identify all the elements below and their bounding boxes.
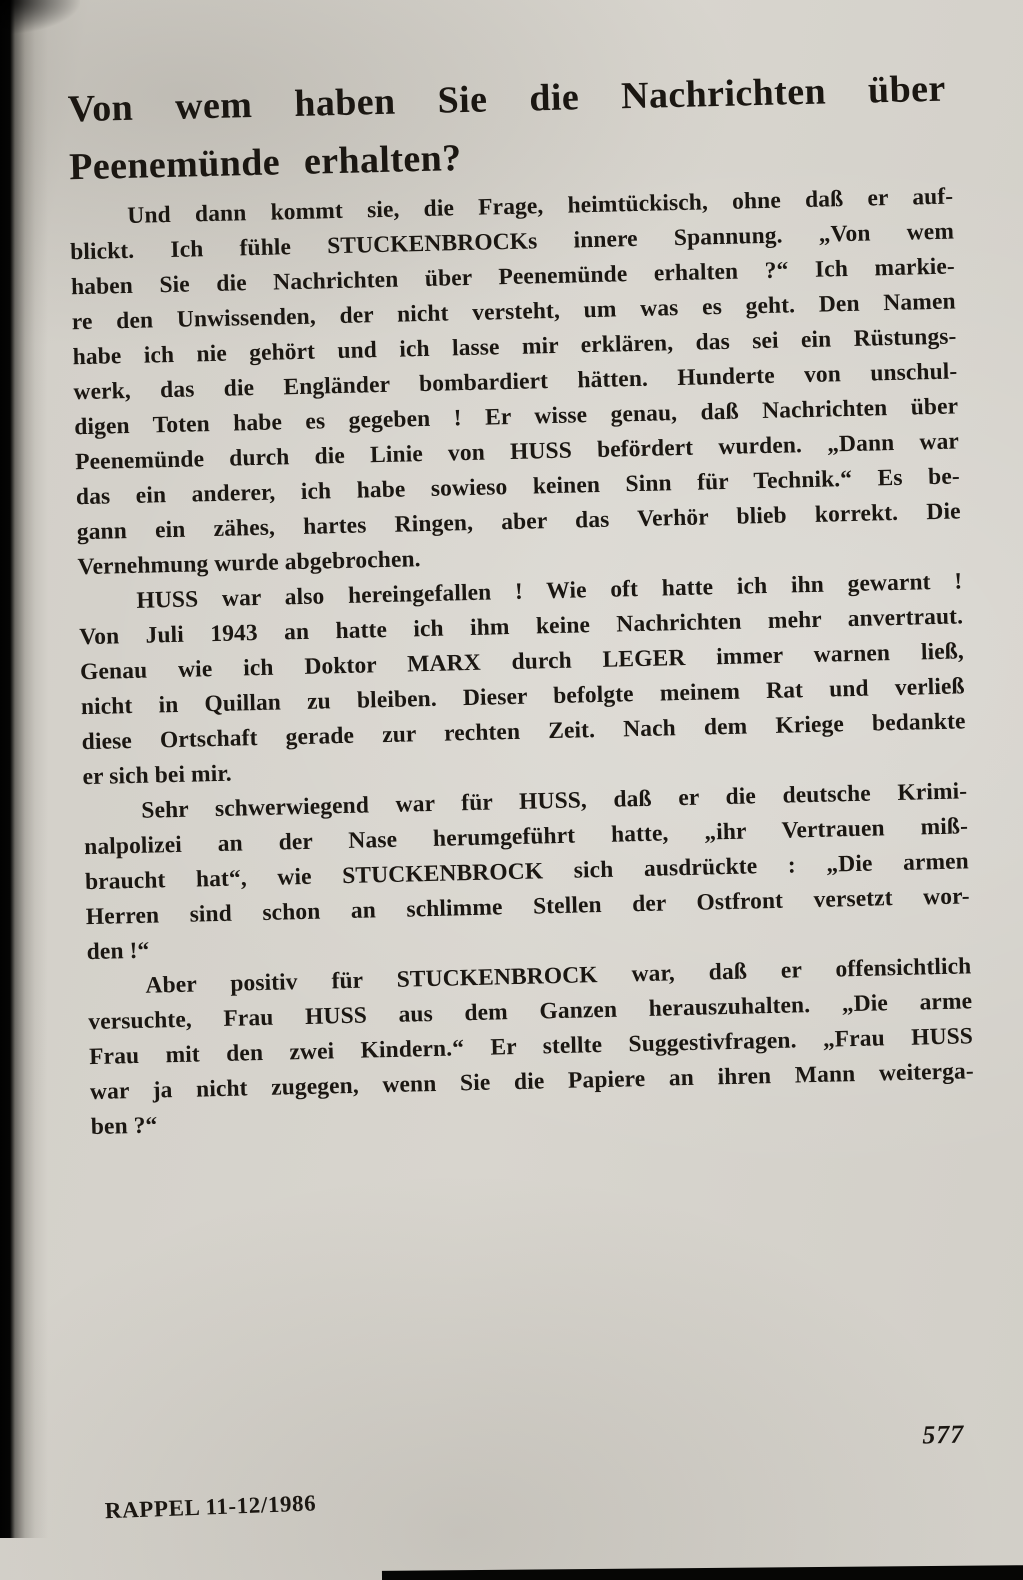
text-line: den !“	[86, 937, 150, 966]
text-line: das ein anderer, ich habe sowieso keinen Sinn für Technik.“ Es be-	[75, 463, 961, 511]
text-line: ben ?“	[90, 1112, 158, 1141]
paragraph-2	[78, 564, 967, 795]
text-line: Von Juli 1943 an hatte ich ihm keine Nachrichten mehr anvertraut.	[78, 603, 964, 651]
text-line: Frau mit den zwei Kindern.“ Er stellte Suggestivfragen. „Frau HUSS	[88, 1023, 974, 1071]
text-line: braucht hat“, wie STUCKENBROCK sich ausdrückte : „Die armen	[84, 848, 970, 896]
text-line: HUSS war also hereingefallen ! Wie oft hatte ich ihn gewarnt !	[136, 568, 963, 614]
text-line: digen Toten habe es gegeben ! Er wisse genau, daß Nachrichten über	[74, 393, 959, 441]
paragraph-1	[69, 179, 962, 585]
heading-line-1: Von wem haben Sie die Nachrichten über	[67, 67, 947, 131]
text-line: war ja nicht zugegen, wenn Sie die Papiere an ihren Mann weiterga-	[89, 1058, 975, 1106]
text-line: haben Sie die Nachrichten über Peenemünde erhalten ?“ Ich markie-	[70, 253, 956, 301]
heading-line-2: Peenemünde erhalten?	[68, 137, 463, 189]
text-line: versuchte, Frau HUSS aus dem Ganzen herauszuhalten. „Die arme	[88, 988, 973, 1036]
text-line: habe ich nie gehört und ich lasse mir erklären, das sei ein Rüstungs-	[72, 323, 957, 371]
body-text	[69, 179, 975, 1145]
text-line: Genau wie ich Doktor MARX durch LEGER immer warnen ließ,	[79, 638, 965, 686]
text-line: diese Ortschaft gerade zur rechten Zeit. Nach dem Kriege bedankte	[81, 708, 966, 756]
text-line: gann ein zähes, hartes Ringen, aber das Verhör blieb korrekt. Die	[76, 498, 961, 546]
text-line: nalpolizei an der Nase herumgeführt hatte, „ihr Vertrauen miß-	[83, 813, 969, 861]
text-line: Peenemünde durch die Linie von HUSS befördert wurden. „Dann war	[74, 428, 960, 476]
text-line: re den Unwissenden, der nicht versteht, um was es geht. Den Namen	[71, 288, 956, 336]
journal-footer: RAPPEL 11-12/1986	[104, 1490, 317, 1524]
text-line: Herren sind schon an schlimme Stellen der Ostfront versetzt wor-	[85, 883, 970, 931]
text-line: blickt. Ich fühle STUCKENBROCKs innere Spannung. „Von wem	[69, 218, 955, 266]
page-number: 577	[921, 1419, 965, 1450]
text-line: Aber positiv für STUCKENBROCK war, daß er offensichtlich	[145, 953, 972, 999]
text-line: werk, das die Engländer bombardiert hätten. Hunderte von unschul-	[73, 358, 958, 406]
text-line: Und dann kommt sie, die Frage, heimtückisch, ohne daß er auf-	[127, 183, 954, 229]
text-line: Vernehmung wurde abgebrochen.	[77, 546, 421, 581]
text-line: Sehr schwerwiegend war für HUSS, daß er die deutsche Krimi-	[141, 778, 968, 824]
chapter-heading	[67, 60, 947, 197]
text-line: er sich bei mir.	[82, 760, 232, 791]
text-line: nicht in Quillan zu bleiben. Dieser befolgte meinem Rat und verließ	[80, 673, 965, 721]
paragraph-3	[83, 774, 971, 970]
paragraph-4	[87, 949, 975, 1145]
